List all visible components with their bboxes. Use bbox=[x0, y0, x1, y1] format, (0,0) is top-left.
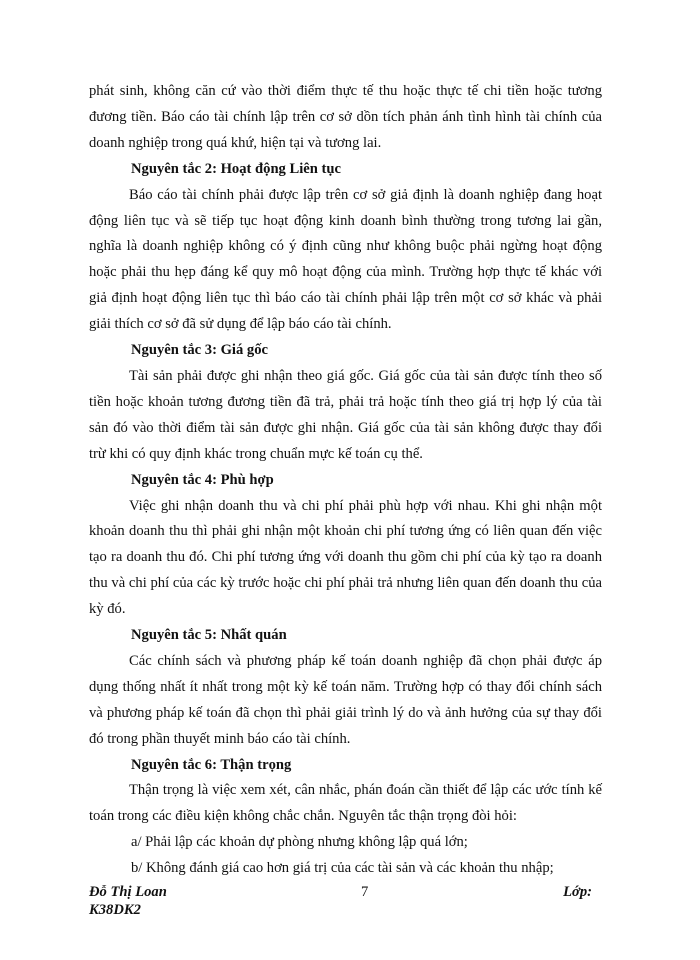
paragraph-going-concern: Báo cáo tài chính phải được lập trên cơ sở giả định là doanh nghiệp đang hoạt động liên tục và sẽ tiếp tục hoạt động kinh doanh bình thường trong tương lai gần, nghĩa là doanh nghiệp không có ý định cũng như không buộc phải ngừng hoạt động hoặc phải thu hẹp đáng kể quy mô hoạt động của mình. Trường hợp thực tế khác với giả định hoạt động liên tục thì báo cáo tài chính phải lập trên một cơ sở khác và phải giải thích cơ sở đã sử dụng để lập báo cáo tài chính. bbox=[89, 186, 602, 333]
page-body bbox=[89, 79, 602, 882]
footer-author-name: Đỗ Thị Loan bbox=[89, 884, 167, 900]
list-item-a: a/ Phải lập các khoản dự phòng nhưng không lập quá lớn; bbox=[131, 834, 468, 851]
heading-principle-4: Nguyên tắc 4: Phù hợp bbox=[131, 471, 274, 488]
paragraph-matching: Việc ghi nhận doanh thu và chi phí phải phù hợp với nhau. Khi ghi nhận một khoản doanh thu thì phải ghi nhận một khoản chi phí tương ứng có liên quan đến việc tạo ra doanh thu đó. Chi phí tương ứng với doanh thu gồm chi phí của kỳ tạo ra doanh thu và chi phí của các kỳ trước hoặc chi phí phải trả nhưng liên quan đến doanh thu của kỳ đó. bbox=[89, 497, 602, 618]
footer-class-label: Lớp: bbox=[563, 884, 592, 900]
list-item-b: b/ Không đánh giá cao hơn giá trị của các tài sản và các khoản thu nhập; bbox=[131, 860, 554, 877]
paragraph-accrual-continued: phát sinh, không căn cứ vào thời điểm thực tế thu hoặc thực tế chi tiền hoặc tương đương tiền. Báo cáo tài chính lập trên cơ sở dồn tích phản ánh tình hình tài chính của doanh nghiệp trong quá khứ, hiện tại và tương lai. bbox=[89, 83, 602, 151]
paragraph-historical-cost: Tài sản phải được ghi nhận theo giá gốc. Giá gốc của tài sản được tính theo số tiền hoặc khoản tương đương tiền đã trả, phải trả hoặc tính theo giá trị hợp lý của tài sản đó vào thời điểm tài sản được ghi nhận. Giá gốc của tài sản không được thay đổi trừ khi có quy định khác trong chuẩn mực kế toán cụ thể. bbox=[89, 367, 602, 462]
page-footer bbox=[89, 883, 602, 923]
heading-principle-2: Nguyên tắc 2: Hoạt động Liên tục bbox=[131, 160, 341, 177]
footer-page-number: 7 bbox=[361, 884, 369, 900]
heading-principle-3: Nguyên tắc 3: Giá gốc bbox=[131, 342, 269, 359]
heading-principle-5: Nguyên tắc 5: Nhất quán bbox=[131, 627, 287, 644]
footer-author bbox=[89, 883, 167, 919]
paragraph-consistency: Các chính sách và phương pháp kế toán doanh nghiệp đã chọn phải được áp dụng thống nhất ít nhất trong một kỳ kế toán năm. Trường hợp có thay đổi chính sách và phương pháp kế toán đã chọn thì phải giải trình lý do và ảnh hưởng của sự thay đổi đó trong phần thuyết minh báo cáo tài chính. bbox=[89, 652, 602, 747]
heading-principle-6: Nguyên tắc 6: Thận trọng bbox=[131, 756, 292, 773]
paragraph-prudence: Thận trọng là việc xem xét, cân nhắc, phán đoán cần thiết để lập các ước tính kế toán trong các điều kiện không chắc chắn. Nguyên tắc thận trọng đòi hỏi: bbox=[89, 782, 602, 825]
footer-author-class-code: K38DK2 bbox=[89, 902, 141, 918]
